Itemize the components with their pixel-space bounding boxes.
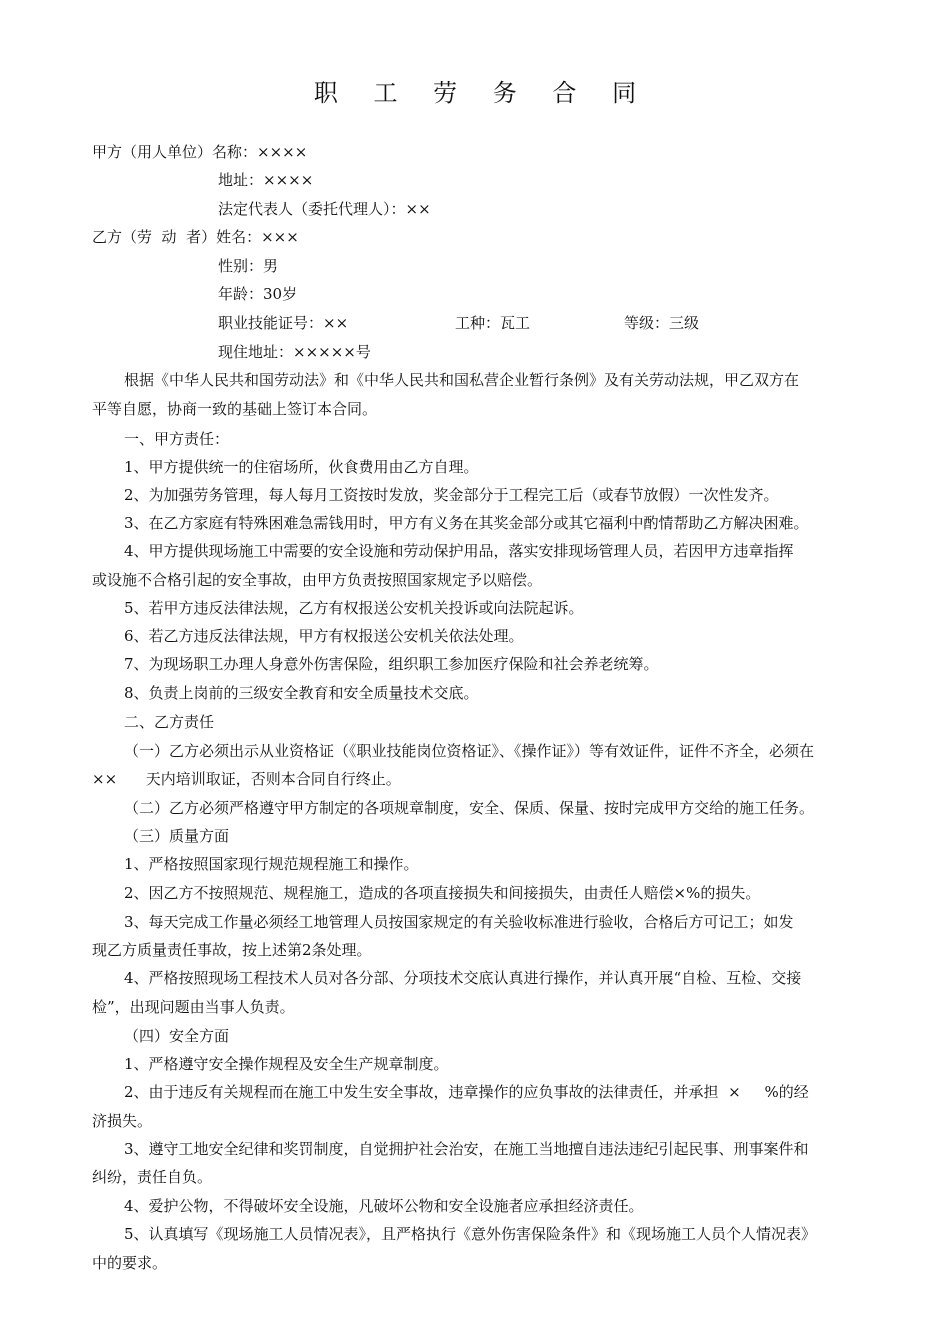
clause-line: 中的要求。 bbox=[92, 1254, 168, 1272]
clause-line: 或设施不合格引起的安全事故，由甲方负责按照国家规定予以赔偿。 bbox=[92, 571, 543, 589]
clause-line: 3、每天完成工作量必须经工地管理人员按国家规定的有关验收标准进行验收，合格后方可记工；如发 bbox=[124, 913, 794, 931]
clause-line: 现乙方质量责任事故，按上述第2条处理。 bbox=[92, 941, 372, 959]
clause-line: 3、遵守工地安全纪律和奖罚制度，自觉拥护社会治安，在施工当地擅自违法违纪引起民事、刑事案件和 bbox=[124, 1140, 809, 1158]
preamble-line: 平等自愿，协商一致的基础上签订本合同。 bbox=[92, 400, 378, 418]
clause-line: 2、因乙方不按照规范、规程施工，造成的各项直接损失和间接损失，由责任人赔偿×%的损失。 bbox=[124, 884, 761, 902]
clause-line: 纠纷，责任自负。 bbox=[92, 1168, 213, 1186]
subsection-heading: （三）质量方面 bbox=[124, 827, 230, 845]
clause-line: 7、为现场职工办理人身意外伤害保险，组织职工参加医疗保险和社会养老统筹。 bbox=[124, 655, 659, 673]
clause-line: 5、若甲方违反法律法规，乙方有权报送公安机关投诉或向法院起诉。 bbox=[124, 599, 584, 617]
clause-line: 检”，出现问题由当事人负责。 bbox=[92, 998, 295, 1016]
party-b-grade: 等级：三级 bbox=[624, 314, 700, 332]
clause-line: 4、甲方提供现场施工中需要的安全设施和劳动保护用品，落实安排现场管理人员，若因甲方违章指挥 bbox=[124, 542, 794, 560]
party-b-cert: 职业技能证号：×× bbox=[218, 314, 349, 332]
subsection-heading: （四）安全方面 bbox=[124, 1027, 230, 1045]
clause-line: ×× 天内培训取证，否则本合同自行终止。 bbox=[92, 770, 401, 788]
clause-line: 4、严格按照现场工程技术人员对各分部、分项技术交底认真进行操作，并认真开展“自检、互检、交接 bbox=[124, 969, 802, 987]
section-heading: 二、乙方责任 bbox=[124, 713, 215, 731]
party-b-residence: 现住地址：×××××号 bbox=[218, 343, 371, 361]
section-heading: 一、甲方责任： bbox=[124, 430, 230, 448]
clause-line: 8、负责上岗前的三级安全教育和安全质量技术交底。 bbox=[124, 684, 479, 702]
party-b-name: 乙方（劳 动 者）姓名：××× bbox=[92, 228, 299, 246]
party-b-age: 年龄：30岁 bbox=[218, 285, 298, 303]
clause-line: 5、认真填写《现场施工人员情况表》，且严格执行《意外伤害保险条件》和《现场施工人员个人情况表》 bbox=[124, 1225, 817, 1243]
page-title: 职 工 劳 务 合 同 bbox=[313, 79, 651, 107]
clause-line: 2、由于违反有关规程而在施工中发生安全事故，违章操作的应负事故的法律责任，并承担 × %的经 bbox=[124, 1083, 809, 1101]
clause-line: 6、若乙方违反法律法规，甲方有权报送公安机关依法处理。 bbox=[124, 627, 524, 645]
clause-line: （二）乙方必须严格遵守甲方制定的各项规章制度，安全、保质、保量、按时完成甲方交给的施工任务。 bbox=[124, 799, 815, 817]
clause-line: 济损失。 bbox=[92, 1112, 153, 1130]
clause-line: 1、严格遵守安全操作规程及安全生产规章制度。 bbox=[124, 1055, 449, 1073]
clause-line: 3、在乙方家庭有特殊困难急需钱用时，甲方有义务在其奖金部分或其它福利中酌情帮助乙方解决困难。 bbox=[124, 514, 809, 532]
preamble-line: 根据《中华人民共和国劳动法》和《中华人民共和国私营企业暂行条例》及有关劳动法规，甲乙双方在 bbox=[124, 371, 800, 389]
clause-line: 1、严格按照国家现行规范规程施工和操作。 bbox=[124, 855, 419, 873]
clause-line: （一）乙方必须出示从业资格证（《职业技能岗位资格证》、《操作证》）等有效证件，证件不齐全，必须在 bbox=[124, 742, 815, 760]
party-b-trade: 工种：瓦工 bbox=[455, 314, 531, 332]
clause-line: 1、甲方提供统一的住宿场所，伙食费用由乙方自理。 bbox=[124, 458, 479, 476]
party-a-address: 地址：×××× bbox=[218, 171, 314, 189]
party-b-gender: 性别：男 bbox=[218, 257, 279, 275]
clause-line: 4、爱护公物，不得破坏安全设施，凡破坏公物和安全设施者应承担经济责任。 bbox=[124, 1197, 644, 1215]
party-a-legal-rep: 法定代表人（委托代理人）：×× bbox=[218, 200, 431, 218]
clause-line: 2、为加强劳务管理，每人每月工资按时发放，奖金部分于工程完工后（或春节放假）一次性发齐。 bbox=[124, 486, 779, 504]
party-a-name: 甲方（用人单位）名称：×××× bbox=[92, 143, 308, 161]
